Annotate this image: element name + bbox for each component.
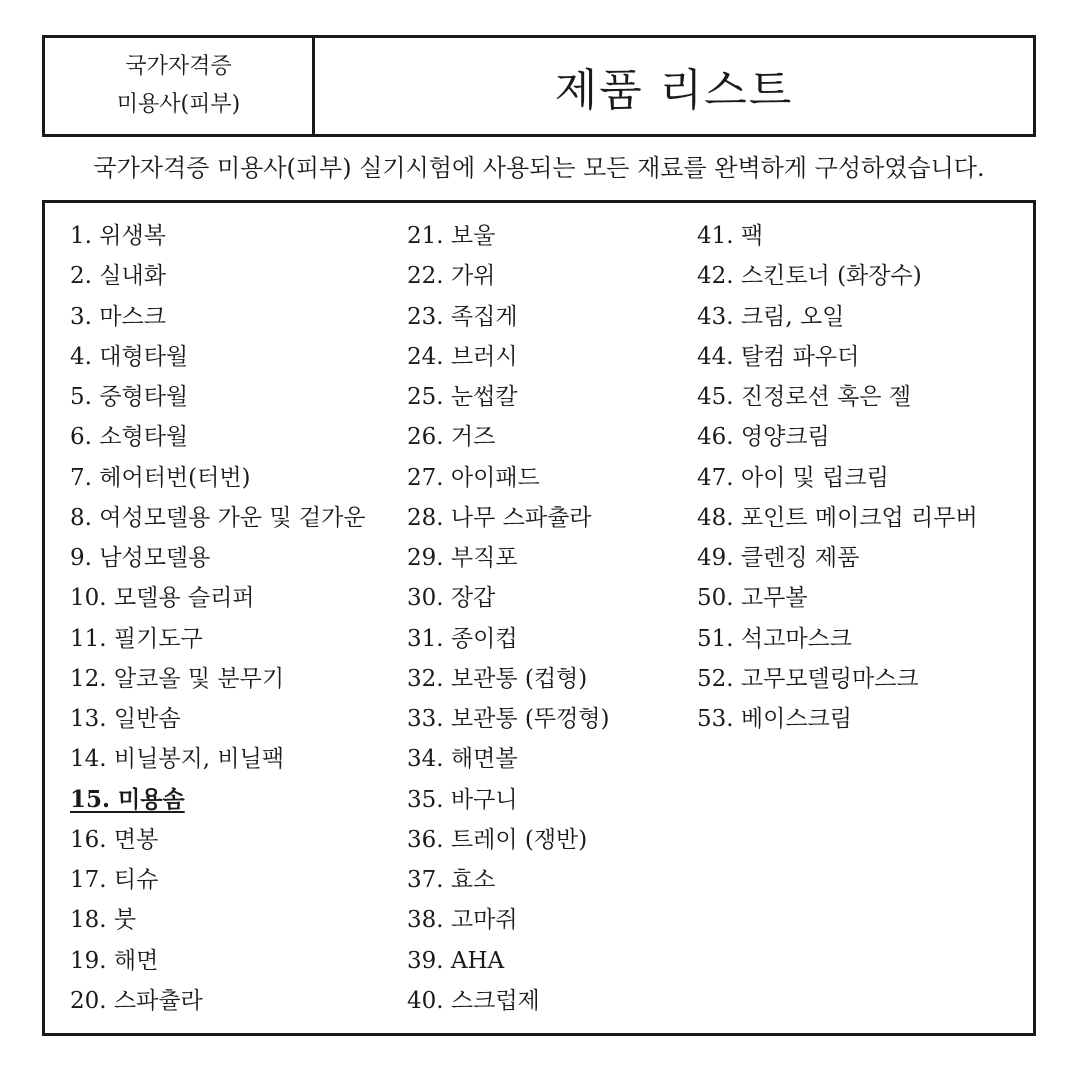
list-item: 39. AHA (407, 947, 505, 974)
list-item: 37. 효소 (407, 867, 496, 893)
list-item: 26. 거즈 (407, 424, 496, 451)
list-item: 14. 비닐봉지, 비닐팩 (70, 746, 285, 773)
header-box (42, 35, 1036, 137)
list-item: 28. 나무 스파츌라 (407, 504, 592, 531)
list-item: 13. 일반솜 (70, 706, 181, 732)
list-item: 45. 진정로션 혹은 젤 (697, 384, 912, 410)
list-item: 5. 중형타월 (70, 384, 189, 410)
list-item: 32. 보관통 (컵형) (407, 665, 588, 692)
list-item: 50. 고무볼 (697, 585, 808, 612)
list-item: 46. 영양크림 (697, 424, 830, 451)
list-item: 17. 티슈 (70, 867, 159, 893)
list-item: 35. 바구니 (407, 786, 518, 813)
product-list-column-1 (70, 216, 366, 1021)
list-item: 43. 크림, 오일 (697, 303, 845, 330)
list-item: 44. 탈컴 파우더 (697, 343, 860, 370)
list-item: 38. 고마쥐 (407, 907, 518, 934)
list-item: 22. 가위 (407, 263, 496, 290)
certification-line-2: 미용사(피부) (116, 92, 241, 117)
list-item: 3. 마스크 (70, 303, 166, 330)
list-item: 42. 스킨토너 (화장수) (697, 263, 922, 290)
list-item: 7. 헤어터번(터번) (70, 464, 251, 491)
list-item-highlighted: 15. 미용솜 (70, 785, 185, 813)
list-item: 10. 모델용 슬리퍼 (70, 585, 255, 612)
list-item: 36. 트레이 (쟁반) (407, 826, 588, 853)
page-subtitle: 국가자격증 미용사(피부) 실기시험에 사용되는 모든 재료를 완벽하게 구성하였습니다. (93, 154, 985, 182)
product-list-column-2 (407, 216, 609, 1021)
page-title: 제품 리스트 (554, 65, 794, 116)
certification-label (45, 38, 315, 134)
list-item: 48. 포인트 메이크업 리무버 (697, 504, 978, 531)
list-item: 29. 부직포 (407, 545, 518, 571)
list-item: 12. 알코올 및 분무기 (70, 665, 285, 692)
list-item: 53. 베이스크림 (697, 706, 852, 732)
list-item: 1. 위생복 (70, 223, 166, 249)
list-item: 18. 붓 (70, 907, 137, 934)
list-item: 47. 아이 및 립크림 (697, 464, 889, 491)
list-item: 49. 클렌징 제품 (697, 545, 860, 571)
list-item: 20. 스파츌라 (70, 987, 203, 1014)
list-item: 24. 브러시 (407, 343, 518, 370)
list-item: 9. 남성모델용 (70, 545, 211, 571)
list-item: 33. 보관통 (뚜껑형) (407, 706, 610, 732)
list-item: 52. 고무모델링마스크 (697, 665, 919, 692)
list-item: 51. 석고마스크 (697, 625, 852, 652)
list-item: 25. 눈썹칼 (407, 384, 518, 410)
certification-line-1: 국가자격증 (125, 54, 232, 79)
list-item: 4. 대형타월 (70, 343, 189, 370)
list-item: 41. 팩 (697, 223, 764, 249)
list-item: 6. 소형타월 (70, 424, 189, 451)
list-item: 2. 실내화 (70, 263, 166, 290)
list-item: 19. 해면 (70, 947, 159, 974)
list-item: 34. 해면볼 (407, 746, 518, 773)
list-item: 23. 족집게 (407, 303, 518, 330)
list-item: 30. 장갑 (407, 585, 496, 612)
list-item: 21. 보울 (407, 223, 496, 249)
list-item: 11. 필기도구 (70, 625, 203, 652)
list-item: 40. 스크럽제 (407, 987, 540, 1014)
list-item: 16. 면봉 (70, 826, 159, 853)
product-list (42, 200, 1036, 1036)
list-item: 31. 종이컵 (407, 625, 518, 652)
product-list-column-3 (697, 216, 978, 739)
list-item: 27. 아이패드 (407, 464, 540, 491)
list-item: 8. 여성모델용 가운 및 겉가운 (70, 504, 366, 531)
